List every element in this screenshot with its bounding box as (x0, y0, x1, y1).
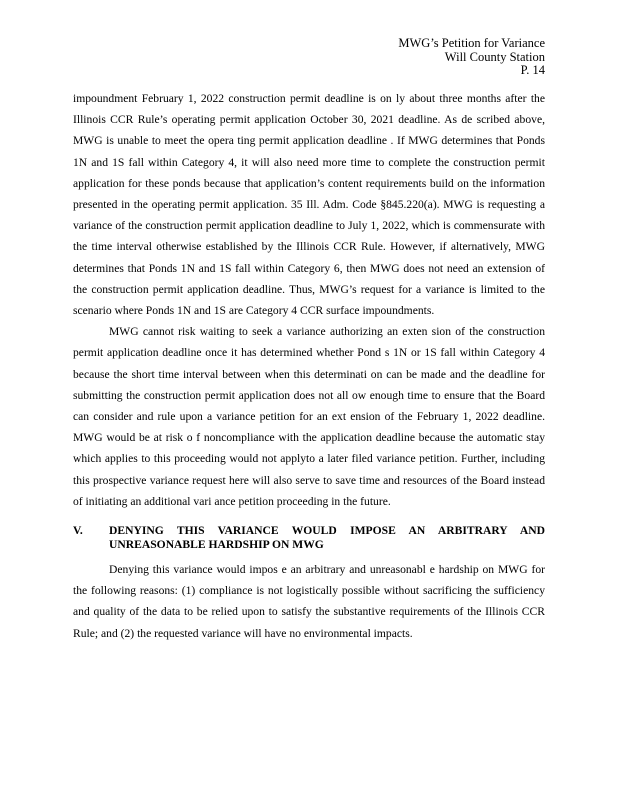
paragraph-risk: MWG cannot risk waiting to seek a variance authorizing an exten sion of the construction permit application deadline once it has determined whether Pond s 1N or 1S fall within Category 4 because the short time interval between when this determinati on can be made and the deadline for submitting the construction permit application does not all ow enough time to ensure that the Board can consider and rule upon a variance petition for an ext ension of the February 1, 2022 deadline. MWG would be at risk o f noncompliance with the application deadline because the automatic stay which applies to this proceeding would not applyto a later filed variance petition. Further, including this prospective variance request here will also serve to save time and resources of the Board instead of initiating an additional vari ance petition proceeding in the future. (73, 325, 545, 508)
paragraph-continuation: impoundment February 1, 2022 construction permit deadline is on ly about three months after the Illinois CCR Rule’s operating permit application October 30, 2021 deadline. As de scribed above, MWG is unable to meet the opera ting permit application deadline . If MWG determines that Ponds 1N and 1S fall within Category 4, it will also need more time to complete the construction permit application for these ponds because that application’s content requirements build on the information presented in the operating permit application. 35 Ill. Adm. Code §845.220(a). MWG is requesting a variance of the construction permit application deadline to July 1, 2022, which is commensurate with the time interval otherwise established by the Illinois CCR Rule. However, if alternatively, MWG determines that Ponds 1N and 1S fall within Category 6, then MWG does not need an extension of the construction permit application deadline. Thus, MWG’s request for a variance is limited to the scenario where Ponds 1N and 1S are Category 4 CCR surface impoundments. (73, 92, 545, 318)
section-heading (73, 524, 545, 551)
paragraph-hardship: Denying this variance would impos e an arbitrary and unreasonabl e hardship on MWG for the following reasons: (1) compliance is not logistically possible without sacrificing the sufficiency and quality of the data to be relied upon to satisfy the substantive requirements of the Illinois CCR Rule; and (2) the requested variance will have no environmental impacts. (73, 563, 545, 640)
section-title: DENYING THIS VARIANCE WOULD IMPOSE AN ARBITRARY AND UNREASONABLE HARDSHIP ON MWG (109, 524, 545, 551)
page-header (398, 37, 545, 78)
document-body (73, 88, 545, 644)
section-number: V. (73, 524, 83, 538)
page-number: P. 14 (520, 63, 545, 77)
header-station: Will County Station (444, 49, 545, 64)
header-title: MWG’s Petition for Variance (398, 36, 545, 50)
